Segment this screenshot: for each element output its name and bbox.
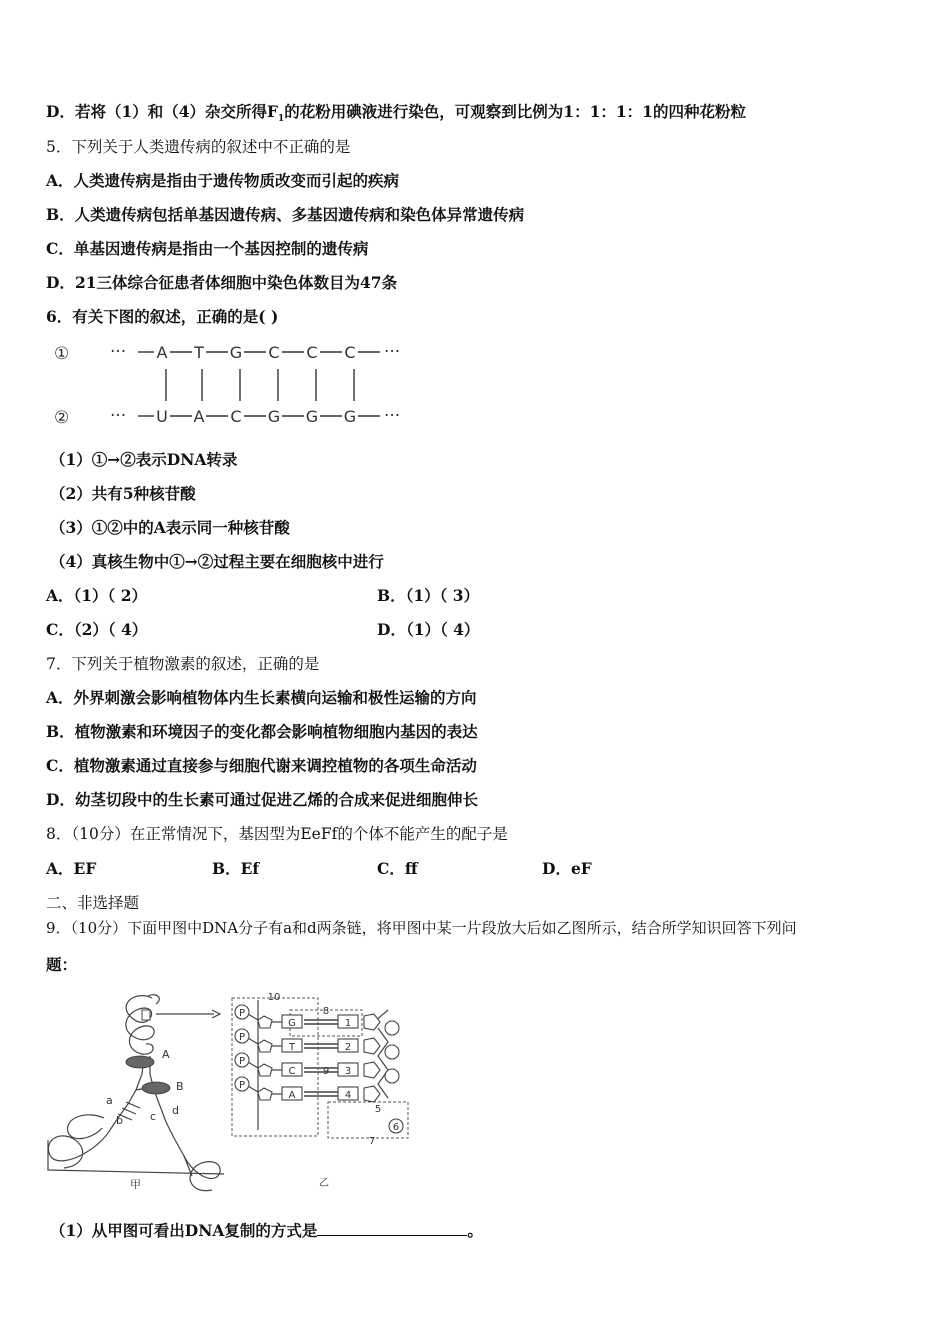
q8-stem: 8．（10分）在正常情况下，基因型为EeFf的个体不能产生的配子是 <box>46 825 508 843</box>
q6-strand-figure <box>46 335 416 435</box>
jia-caption: 甲 <box>130 1178 141 1191</box>
q7-option-c: C．植物激素通过直接参与细胞代谢来调控植物的各项生命活动 <box>46 756 477 775</box>
yi-phosphate-1: P <box>238 1008 246 1019</box>
yi-caption: 乙 <box>319 1178 329 1189</box>
q5-stem: 5．下列关于人类遗传病的叙述中不正确的是 <box>46 138 351 156</box>
q6-statement-3: （3）①②中的A表示同一种核苷酸 <box>50 518 290 537</box>
jia-label-a: a <box>106 1094 113 1107</box>
q6-stem: 6．有关下图的叙述，正确的是( ) <box>46 307 279 326</box>
q6-option-b: B．（1）（ 3） <box>377 586 480 605</box>
jia-label-a-upper: A <box>162 1048 170 1061</box>
yi-num-3: 3 <box>344 1066 352 1077</box>
q5-option-a: A．人类遗传病是指由于遗传物质改变而引起的疾病 <box>46 171 400 190</box>
yi-num-2: 2 <box>344 1042 352 1053</box>
q6-option-c: C．（2）（ 4） <box>46 620 148 639</box>
yi-label-10: 10 <box>267 992 281 1003</box>
yi-num-4: 4 <box>344 1090 352 1101</box>
q5-option-b: B．人类遗传病包括单基因遗传病、多基因遗传病和染色体异常遗传病 <box>46 205 525 224</box>
strand2-base-4: G <box>267 407 281 426</box>
q6-statement-1: （1）①→②表示DNA转录 <box>50 450 238 469</box>
yi-base-a: A <box>288 1090 296 1101</box>
q8-option-c: C．ff <box>377 859 418 878</box>
jia-label-d: d <box>172 1104 179 1117</box>
q9-figure-jia <box>44 990 234 1195</box>
yi-label-6: 6 <box>392 1122 400 1133</box>
yi-label-8: 8 <box>322 1006 330 1017</box>
strand1-base-1: A <box>156 343 168 362</box>
strand2-base-2: A <box>193 407 205 426</box>
strand2-base-5: G <box>305 407 319 426</box>
q9-stem-line1: 9．（10分）下面甲图中DNA分子有a和d两条链，将甲图中某一片段放大后如乙图所示，结合所学知识回答下列问 <box>46 919 797 937</box>
q7-option-d: D．幼茎切段中的生长素可通过促进乙烯的合成来促进细胞伸长 <box>46 790 478 809</box>
q7-option-b: B．植物激素和环境因子的变化都会影响植物细胞内基因的表达 <box>46 722 478 741</box>
q5-option-d: D．21三体综合征患者体细胞中染色体数目为47条 <box>46 273 398 292</box>
strand1-base-4: C <box>268 343 280 362</box>
q8-option-d: D．eF <box>542 859 592 878</box>
strand1-base-6: C <box>344 343 356 362</box>
q7-stem: 7．下列关于植物激素的叙述，正确的是 <box>46 655 320 673</box>
section2-title: 二、非选择题 <box>46 894 140 912</box>
strand2-label: ② <box>54 408 70 428</box>
q9-stem-line2: 题： <box>46 955 78 974</box>
yi-label-7: 7 <box>368 1136 376 1147</box>
yi-base-g: G <box>288 1018 296 1029</box>
yi-base-c: C <box>288 1066 296 1077</box>
yi-label-5: 5 <box>374 1104 382 1115</box>
strand2-base-6: G <box>343 407 357 426</box>
strand2-ellipsis-right: ··· <box>384 406 401 426</box>
q8-option-a: A．EF <box>46 859 97 878</box>
jia-label-c: c <box>150 1110 157 1123</box>
strand1-label: ① <box>54 344 70 364</box>
q5-option-c: C．单基因遗传病是指由一个基因控制的遗传病 <box>46 239 369 258</box>
q6-statement-2: （2）共有5种核苷酸 <box>50 484 196 503</box>
yi-num-1: 1 <box>344 1018 352 1029</box>
strand1-ellipsis-right: ··· <box>384 342 401 362</box>
yi-phosphate-3: P <box>238 1056 246 1067</box>
q6-option-a: A．（1）（ 2） <box>46 586 147 605</box>
yi-phosphate-2: P <box>238 1032 246 1043</box>
q7-option-a: A．外界刺激会影响植物体内生长素横向运输和极性运输的方向 <box>46 688 477 707</box>
q9-subquestion-1: （1）从甲图可看出DNA复制的方式是 。 <box>50 1221 483 1240</box>
strand2-base-3: C <box>230 407 242 426</box>
yi-base-t: T <box>288 1042 296 1053</box>
figure-arrow <box>154 1008 224 1020</box>
jia-label-b: b <box>116 1114 123 1127</box>
q8-option-b: B．Ef <box>212 859 260 878</box>
strand1-base-5: C <box>306 343 318 362</box>
strand2-ellipsis-left: ··· <box>110 406 127 426</box>
yi-phosphate-4: P <box>238 1080 246 1091</box>
answer-blank[interactable] <box>317 1221 467 1236</box>
jia-label-b-upper: B <box>176 1080 184 1093</box>
q9-figure-yi <box>228 988 418 1193</box>
q4-option-d: D．若将（1）和（4）杂交所得$F_1$的花粉用碘液进行染色，可观察到比例为1：1：1：1的四种花粉粒 <box>46 102 746 125</box>
strand1-base-2: T <box>194 343 204 362</box>
q6-statement-4: （4）真核生物中①→②过程主要在细胞核中进行 <box>50 552 384 571</box>
strand1-base-3: G <box>229 343 243 362</box>
q6-option-d: D．（1）（ 4） <box>377 620 480 639</box>
strand2-base-1: U <box>156 407 168 426</box>
yi-label-9: 9 <box>322 1066 330 1077</box>
strand1-ellipsis-left: ··· <box>110 342 127 362</box>
